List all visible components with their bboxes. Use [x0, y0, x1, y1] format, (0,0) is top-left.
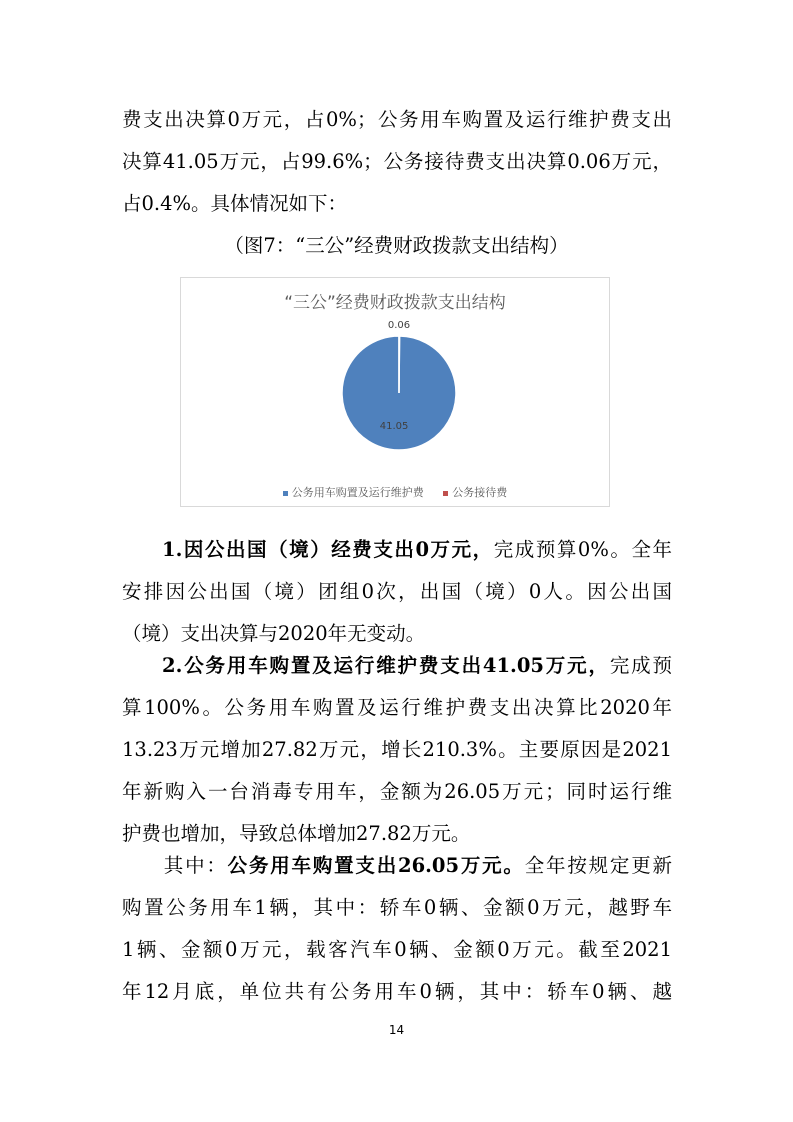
text-line: 决算41.05万元，占99.6%；公务接待费支出决算0.06万元， — [122, 150, 672, 173]
text-line: 占0.4%。具体情况如下： — [122, 192, 348, 215]
section-heading: 2.公务用车购置及运行维护费支出41.05万元， — [162, 654, 610, 677]
legend-item — [283, 484, 424, 500]
section-heading: 公务用车购置支出26.05万元。 — [227, 854, 525, 877]
pie-chart — [180, 277, 610, 507]
pie-chart-svg — [181, 278, 611, 508]
text-line — [122, 652, 672, 680]
pie-slice — [399, 336, 400, 393]
chart-title: “三公”经费财政拨款支出结构 — [284, 293, 506, 313]
text-line: 年新购入一台消毒专用车，金额为26.05万元；同时运行维 — [122, 780, 672, 803]
figure-caption: （图7：“三公”经费财政拨款支出结构） — [224, 234, 569, 257]
text-line — [122, 852, 672, 880]
text-line — [122, 536, 672, 564]
text-span: 完成预算0%。全年 — [493, 538, 672, 561]
text-line: 算100%。公务用车购置及运行维护费支出决算比2020年 — [122, 696, 672, 719]
legend-label: 公务接待费 — [452, 486, 508, 499]
text-span: 其中： — [162, 854, 228, 877]
text-line: 购置公务用车1辆，其中：轿车0辆、金额0万元，越野车 — [122, 896, 672, 919]
legend-label: 公务用车购置及运行维护费 — [291, 486, 424, 499]
chart-legend — [181, 484, 609, 500]
text-span: 全年按规定更新 — [524, 854, 672, 877]
data-label: 41.05 — [379, 421, 409, 432]
page-number: 14 — [388, 1023, 405, 1037]
legend-item — [443, 484, 507, 500]
text-line: 年12月底，单位共有公务用车0辆，其中：轿车0辆、越 — [122, 980, 672, 1003]
legend-swatch — [443, 491, 448, 496]
text-line: 费支出决算0万元，占0%；公务用车购置及运行维护费支出 — [122, 108, 672, 131]
text-line: 安排因公出国（境）团组0次，出国（境）0人。因公出国 — [122, 580, 672, 603]
legend-swatch — [283, 491, 288, 496]
text-line: （境）支出决算与2020年无变动。 — [122, 622, 426, 645]
data-label: 0.06 — [387, 320, 411, 331]
text-span: 完成预 — [609, 654, 672, 677]
section-heading: 1.因公出国（境）经费支出0万元， — [162, 538, 494, 561]
text-line: 13.23万元增加27.82万元，增长210.3%。主要原因是2021 — [122, 738, 672, 761]
text-line: 护费也增加，导致总体增加27.82万元。 — [122, 822, 471, 845]
text-line: 1辆、金额0万元，载客汽车0辆、金额0万元。截至2021 — [122, 938, 672, 961]
